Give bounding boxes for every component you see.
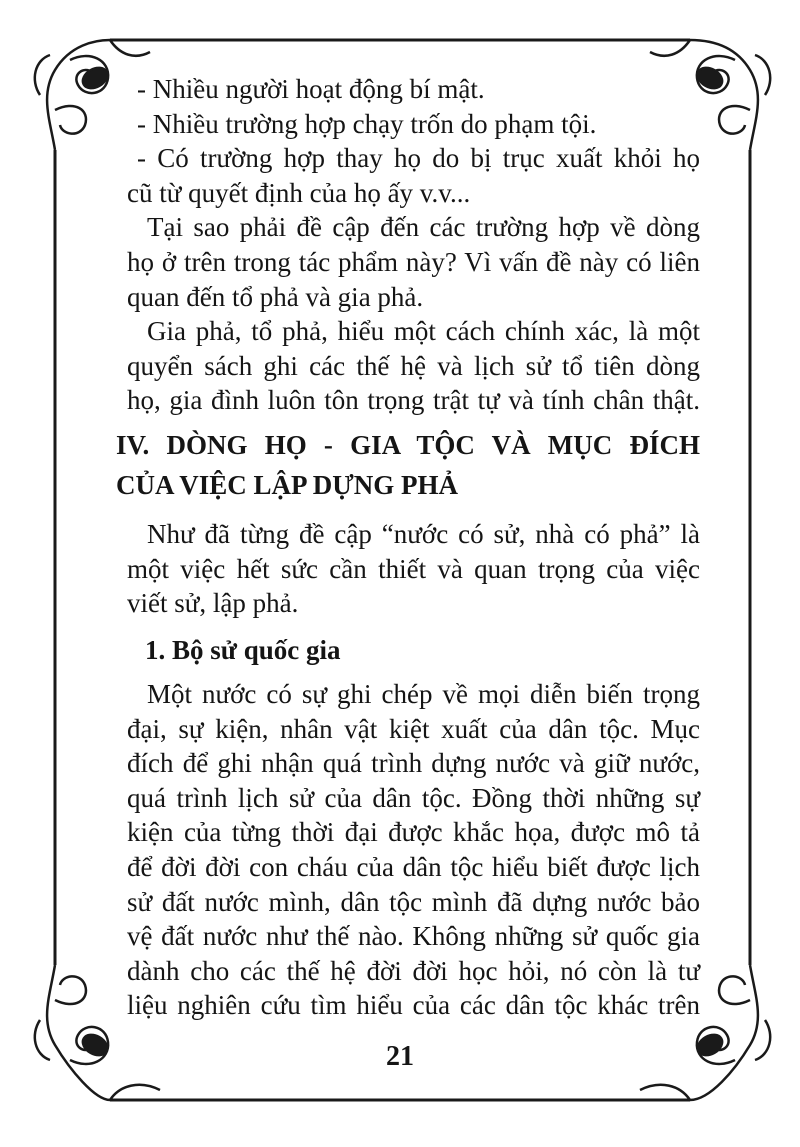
intro-block [127, 72, 700, 418]
text-line: quá trình lịch sử của dân tộc. Đồng thời những sự [127, 782, 700, 813]
text-line: Một nước có sự ghi chép về mọi diễn biến trọng [147, 679, 700, 709]
text-line: để đời đời con cháu của dân tộc hiểu biết được lịch [127, 851, 700, 882]
text-line: cũ từ quyết định của họ ấy v.v... [127, 177, 471, 208]
text-line: Tại sao phải đề cập đến các trường hợp về dòng [147, 212, 700, 243]
text-line: đích để ghi nhận quá trình dựng nước và giữ nước, [127, 748, 700, 779]
section-heading [116, 425, 700, 505]
text-line: một việc hết sức cần thiết và quan trọng của việc [127, 553, 700, 584]
text-line: vệ đất nước như thế nào. Không những sử quốc gia [127, 921, 700, 952]
text-line: - Có trường hợp thay họ do bị trục xuất khỏi họ [137, 143, 700, 174]
text-line: sử đất nước mình, dân tộc mình đã dựng nước bảo [127, 886, 700, 917]
text-line: - Nhiều trường hợp chạy trốn do phạm tội. [137, 108, 597, 139]
text-line: Như đã từng đề cập “nước có sử, nhà có phả” là [147, 519, 700, 549]
text-line: quyển sách ghi các thế hệ và lịch sử tổ tiên dòng [127, 350, 700, 381]
text-line: viết sử, lập phả. [127, 588, 299, 619]
page-number: 21 [386, 1041, 414, 1072]
text-line: liệu nghiên cứu tìm hiểu của các dân tộc khác trên [127, 990, 700, 1021]
subsection-heading: 1. Bộ sử quốc gia [145, 635, 341, 665]
text-line: họ ở trên trong tác phẩm này? Vì vấn đề này có liên [127, 246, 700, 277]
paragraph-national-history [127, 677, 700, 1023]
text-line: Gia phả, tổ phả, hiểu một cách chính xác, là một [147, 316, 700, 347]
text-line: - Nhiều người hoạt động bí mật. [137, 74, 485, 104]
heading-line: CỦA VIỆC LẬP DỰNG PHẢ [116, 470, 459, 500]
text-line: họ, gia đình luôn tôn trọng trật tự và tính chân thật. [127, 385, 700, 416]
text-line: đại, sự kiện, nhân vật kiệt xuất của dân tộc. Mục [127, 713, 700, 744]
text-line: dành cho các thế hệ đời đời học hỏi, nó còn là tư [127, 955, 700, 986]
paragraph-intro-section [127, 517, 700, 621]
heading-line: IV. DÒNG HỌ - GIA TỘC VÀ MỤC ĐÍCH [116, 430, 700, 460]
text-line: quan đến tổ phả và gia phả. [127, 281, 424, 312]
corner-ornament-top-left [35, 40, 150, 150]
text-line: kiện của từng thời đại được khắc họa, được mô tả [127, 817, 700, 848]
